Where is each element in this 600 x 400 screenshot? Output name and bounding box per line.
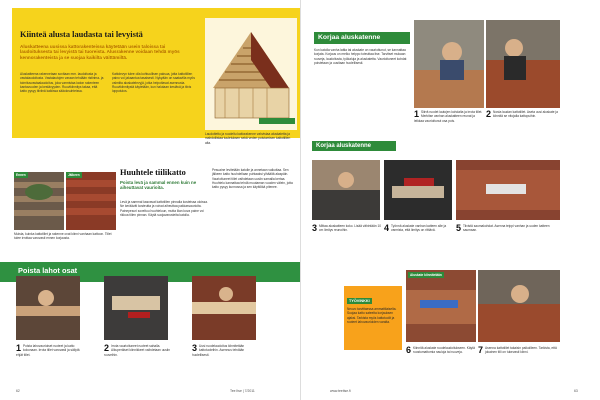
step-number-2: 2 — [104, 343, 110, 353]
right-step-text-5: Tiivistä saumakohdat. Asenna teippi vanhan ja uuden katteen saumaan. — [463, 224, 550, 233]
page-number-right: 63 — [574, 389, 578, 393]
right-caption-4 — [384, 224, 454, 233]
right-step-number-6: 6 — [406, 345, 412, 355]
right-caption-6 — [406, 346, 476, 355]
photo-pair-caption: Muista, kuinka kattotiilet ja rakenne ovat kiinni vanhaan kattoon. Tiilet tulee irrottaa varovasti ennen korjausta. — [14, 232, 112, 241]
step-caption-2 — [104, 344, 172, 357]
feature-column-2: Kattolevyn tulee olla kohtuullisen paksua, jotta kattotiilien paino voi jakaantua tasaisesti. Nykyään on saatavilla myös valmiita aluskatelevyjä, jotka helpottavat asennusta. Ruuvikiinnitystä käytetään, kun halutaan kestävä ja tiivis lopputulos. — [112, 72, 195, 94]
right-photo-6 — [406, 270, 476, 342]
right-caption-3 — [312, 224, 382, 233]
right-caption-7 — [478, 346, 560, 355]
section-title: Huuhtele tiilikatto — [120, 168, 186, 177]
photo-caption-tag: Aluskate kiinnitetään — [410, 273, 442, 277]
tip-title: TYÖVINKKI — [349, 299, 370, 303]
right-photo-3 — [312, 160, 380, 220]
photo-tag-before: Ennen — [16, 173, 26, 177]
photo-tag-after: Jälkeen — [68, 173, 80, 177]
right-photo-worker-1 — [414, 20, 484, 108]
right-caption-2 — [486, 110, 560, 119]
right-photo-worker-2 — [486, 20, 560, 108]
feature-title: Kiinteä alusta laudasta tai levyistä — [20, 30, 143, 39]
right-step-number-7: 7 — [478, 345, 484, 355]
right-step-text-4: Työnnä aluskate vanhan katteen alle ja varmista, että limitys on riittävä. — [391, 224, 447, 233]
feature-column-1: Aluskatteena rakennetaan sovitaan mm. laudoitusta ja vastalaudoitusta. Vastalautojen varaan tehdään ristirima- ja toimitusvastaalaudoitus, joka varmistaa katon rakenteen kantavuuden ja kestävyyden. Ruuvikiinnitys takaa, että katto pysyy tiiviinä kaikissa sääolosuhteissa. — [20, 72, 104, 94]
right-photo-5 — [456, 160, 560, 220]
photo-before — [14, 172, 64, 230]
right-step-number-5: 5 — [456, 223, 462, 233]
step-photo-3 — [192, 276, 256, 340]
section-column-1: Levä ja sammal kasvavat kattotiilen pinnalla kosteissa oloissa. Ne keräävät kosteutta ja voivat aiheuttaa pakkasvaurioita. Painepesuri soveltuu huuhteluun, mutta liian kova paine voi rikkoa tiilen pinnan. Käytä suojavarusteita katolla. — [120, 200, 208, 217]
step-text-2: Irrota vaurioituneet ruoteet sahalla. Alkuperäiset kiinnikkeet vaihdetaan uusiin ruuveihin. — [104, 344, 171, 357]
roof-caption: Laudoitettu ja ruodeltu kattorakenne vahvistaa aluskatetta ja mahdollistaa tuuletuksen sekä veden poistumisen kattotiilien alta. — [205, 132, 291, 145]
right-step-text-2: Nosta laudan kattotiilet. Aseta uusi aluskate ja kiinnitä se nitojalla kattopuihin. — [493, 110, 558, 119]
right-step-number-3: 3 — [312, 223, 318, 233]
section-lead: Poista levä ja sammal ennen kuin ne aiheuttavat vaurioita. — [120, 180, 197, 191]
right-photo-4 — [384, 160, 452, 220]
right-photo-7 — [478, 270, 560, 342]
right-step-text-1: Siirrä ruodet lautojen kohdalta ja irrota tiilet. Merkitse vanhan aluskatteen reunat ja leikkaa vaurioitunut osa pois. — [414, 110, 483, 123]
section-column-2: Pesuaine levitetään katolle ja annetaan vaikuttaa. Sen jälkeen katto huuhdellaan puhtaaksi ylhäältä alaspäin. Vaurioituneet tiilet vaihdetaan uusiin samalla kertaa. Huuhtelu kannattaa tehdä muutaman vuoden välein, jotta katto pysyy kunnossa ja sen käyttöikä pitenee. — [212, 168, 293, 190]
right-step-number-2: 2 — [486, 109, 492, 119]
step-photo-1 — [16, 276, 80, 340]
step-number-1: 1 — [16, 343, 22, 353]
right-step-text-7: Asenna kattotiilet takaisin paikoilleen. Tarkista, että jokainen tiili on tukevasti kiinni. — [485, 346, 557, 355]
roof-illustration — [205, 18, 297, 130]
right-caption-5 — [456, 224, 560, 233]
feature-lead: Aluskatteena uusissa kattorakenteissa käytetään usein taloissa tai laudoituksesta tai levyistä tai tuoreista. Alusrakenne voidaan tehdä myös kennorakenteista ja se suojaa kaikilta väittämiltä. — [20, 44, 180, 60]
right-step-text-6: Kiinnitä aluskate ruodelaudoitukseen. Käytä ruostumattomia nauloja tai ruuveja. — [413, 346, 475, 355]
step-caption-1 — [16, 344, 84, 357]
right-section-title: Korjaa aluskatenne — [316, 143, 372, 149]
green-section-title: Poista lahot osat — [18, 266, 78, 275]
photo-after — [66, 172, 116, 230]
step-text-3: Uusi ruodelaudoitus kiinnitetään kattotuoleihin. Asennus tehdään huolellisesti. — [192, 344, 245, 357]
right-step-text-3: Mittaa aluskatteen koko. Lisää vähintään 10 cm limitys reunoihin. — [319, 224, 382, 233]
step-photo-2 — [104, 276, 168, 340]
right-caption-1 — [414, 110, 484, 123]
right-intro-text: Kun katolla vanha lattia tai aluskate on vaurioitunut, se kannattaa korjata. Korjaus on melko helppo toteuttaa itse. Tarvitset mukaan ruuveja, laudoitusta, työkaluja ja aluskatetta. Vaurioituneet kohdat poistetaan ja uusitaan huolellisesti. — [314, 48, 407, 65]
tip-text: Neuvo tarvittaessa ammattilaiselta. Suojaa katto sateelta korjauksen ajaksi. Tarkista myös kattotuolit ja ruoteet lahovaurioiden varalta. — [347, 307, 397, 324]
right-step-number-4: 4 — [384, 223, 390, 233]
magazine-brand-right: www.teeitse.fi — [330, 389, 351, 393]
step-caption-3 — [192, 344, 260, 357]
magazine-brand-left: Tee Itse | 7/2011 — [230, 389, 255, 393]
step-number-3: 3 — [192, 343, 198, 353]
right-page-title: Korjaa aluskatenne — [318, 34, 381, 41]
right-step-number-1: 1 — [414, 109, 420, 119]
step-text-1: Poista lahovaurioiset ruoteet ja katto kokonaan. Irrota tiilet varovasti ja säilytä ehjät tiilet. — [16, 344, 80, 357]
tip-box — [344, 286, 402, 350]
page-number-left: 62 — [16, 389, 20, 393]
